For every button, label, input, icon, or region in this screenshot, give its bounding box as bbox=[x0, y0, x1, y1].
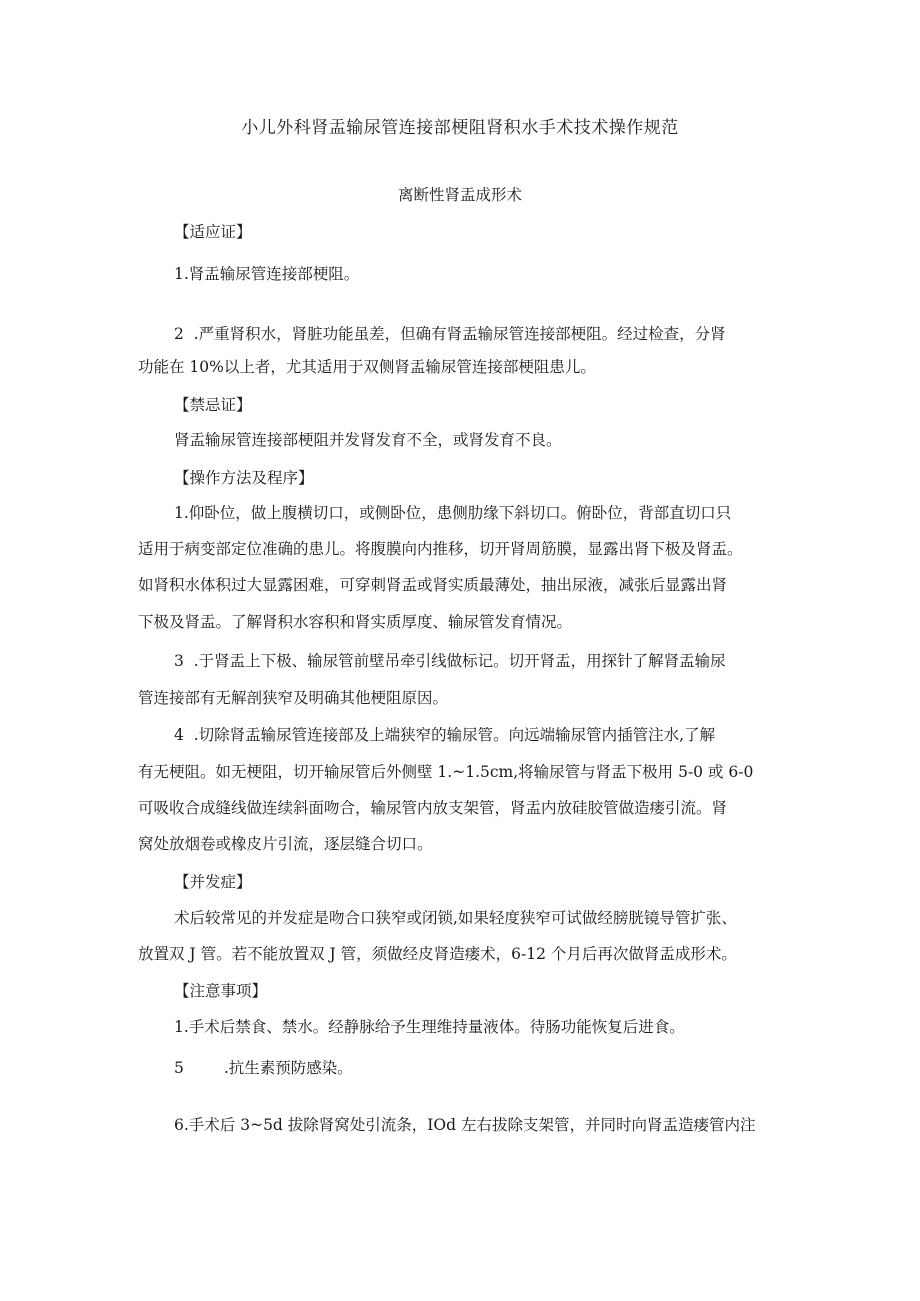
procedure-item-3-line-2: 管连接部有无解剖狭窄及明确其他梗阻原因。 bbox=[138, 689, 449, 707]
notes-item-5 bbox=[174, 1056, 353, 1078]
procedure-heading: 【操作方法及程序】 bbox=[174, 469, 314, 487]
procedure-item-4-line-4: 窝处放烟卷或橡皮片引流，逐层缝合切口。 bbox=[138, 835, 433, 853]
procedure-item-1-line-1: 1.仰卧位，做上腹横切口，或侧卧位，患侧肋缘下斜切口。俯卧位，背部直切口只 bbox=[174, 504, 732, 522]
procedure-item-4-line-1: 4 .切除肾盂输尿管连接部及上端狭窄的输尿管。向远端输尿管内插管注水,了解 bbox=[174, 726, 716, 744]
document-title: 小儿外科肾盂输尿管连接部梗阻肾积水手术技术操作规范 bbox=[241, 118, 679, 138]
notes-item-6: 6.手术后 3~5d 拔除肾窝处引流条，IOd 左右拔除支架管，并同时向肾盂造瘘管内注 bbox=[174, 1116, 756, 1134]
complications-heading: 【并发症】 bbox=[174, 873, 252, 891]
procedure-item-1-line-4: 下极及肾盂。了解肾积水容积和肾实质厚度、输尿管发育情况。 bbox=[138, 613, 573, 631]
contraindications-text: 肾盂输尿管连接部梗阻并发肾发育不全，或肾发育不良。 bbox=[174, 431, 562, 449]
indications-item-1: 1.肾盂输尿管连接部梗阻。 bbox=[174, 265, 360, 283]
procedure-item-1-line-3: 如肾积水体积过大显露困难，可穿刺肾盂或肾实质最薄处，抽出尿液，减张后显露出肾 bbox=[138, 576, 728, 594]
notes-item-1: 1.手术后禁食、禁水。经静脉给予生理维持量液体。待肠功能恢复后进食。 bbox=[174, 1018, 685, 1036]
complications-line-1: 术后较常见的并发症是吻合口狭窄或闭锁,如果轻度狭窄可试做经膀胱镜导管扩张、 bbox=[174, 909, 737, 927]
notes-heading: 【注意事项】 bbox=[174, 982, 268, 1000]
procedure-item-3-line-1: 3 .于肾盂上下极、输尿管前壁吊牵引线做标记。切开肾盂，用探针了解肾盂输尿 bbox=[174, 652, 726, 670]
contraindications-heading: 【禁忌证】 bbox=[174, 396, 252, 414]
procedure-item-1-line-2: 适用于病变部定位准确的患儿。将腹膜向内推移，切开肾周筋膜，显露出肾下极及肾盂。 bbox=[138, 540, 743, 558]
notes-item-5-text: .抗生素预防感染。 bbox=[223, 1059, 353, 1077]
notes-item-5-number: 5 bbox=[174, 1059, 184, 1077]
indications-item-2-line-2: 功能在 10%以上者，尤其适用于双侧肾盂输尿管连接部梗阻患儿。 bbox=[138, 358, 596, 376]
complications-line-2: 放置双 J 管。若不能放置双 J 管，须做经皮肾造瘘术，6-12 个月后再次做肾盂成形术。 bbox=[138, 945, 737, 963]
procedure-item-4-line-3: 可吸收合成缝线做连续斜面吻合，输尿管内放支架管，肾盂内放硅胶管做造瘘引流。肾 bbox=[138, 799, 728, 817]
indications-heading: 【适应证】 bbox=[174, 223, 252, 241]
document-subtitle: 离断性肾盂成形术 bbox=[397, 186, 522, 204]
indications-item-2-line-1: 2 .严重肾积水，肾脏功能虽差，但确有肾盂输尿管连接部梗阻。经过检查，分肾 bbox=[174, 325, 726, 343]
procedure-item-4-line-2: 有无梗阻。如无梗阻，切开输尿管后外侧壁 1.~1.5cm,将输尿管与肾盂下极用 5-0 或 6-0 bbox=[138, 763, 754, 781]
